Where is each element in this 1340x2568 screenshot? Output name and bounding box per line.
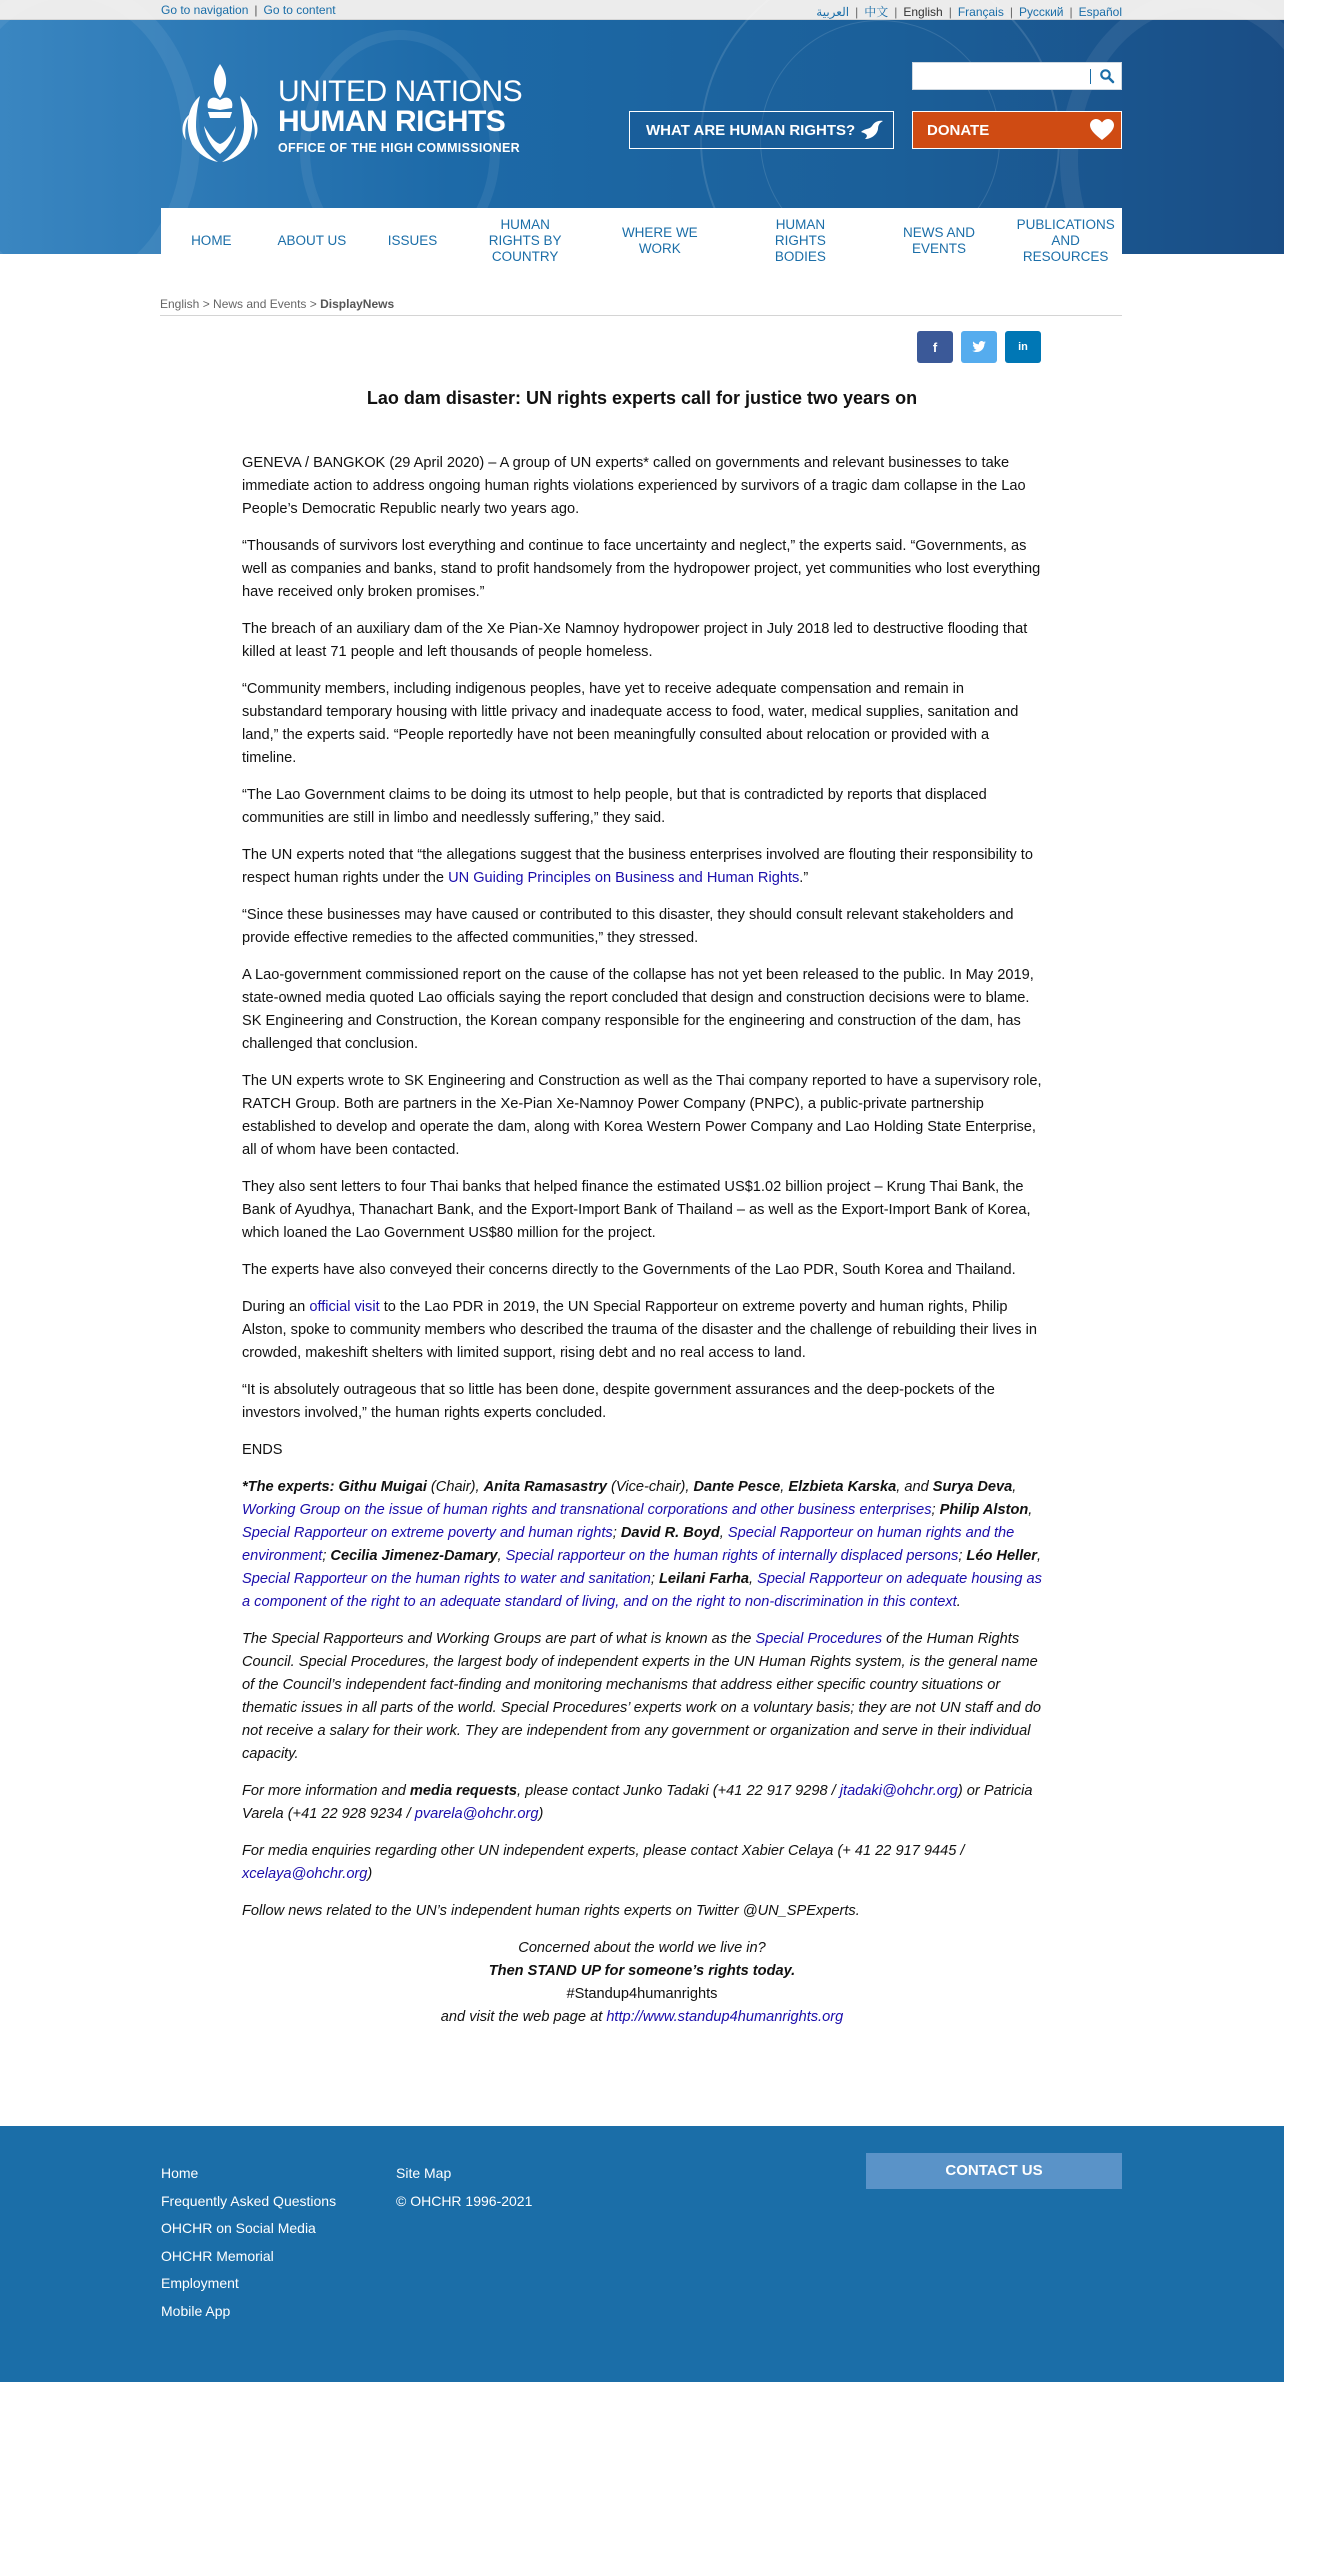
lang-russian[interactable]: Русский [1018,5,1064,19]
expert-name: Elzbieta Karska [788,1479,897,1495]
article-paragraph [242,844,1042,890]
footer-link-home[interactable]: Home [161,2165,199,2181]
sr-extreme-poverty-link[interactable]: Special Rapporteur on extreme poverty and human rights [242,1525,613,1541]
footer-links-col1 [161,2160,336,2325]
article-paragraph: The breach of an auxiliary dam of the Xe Pian-Xe Namnoy hydropower project in July 2018 led to destructive flooding that killed at least 71 people and left thousands of people homeless. [242,621,1028,660]
expert-name: Cecilia Jimenez-Damary [330,1548,498,1564]
text-span: During an [242,1299,310,1315]
text-span: ) [538,1806,544,1822]
text-span: ; [612,1525,621,1541]
search-input[interactable] [913,63,1083,89]
expert-name: Surya Deva [932,1479,1013,1495]
text-span: (Chair), [426,1479,484,1495]
wreath-decoration [1060,0,1340,330]
language-switcher: العربية | 中文 | English | Français | Русский | Español [816,5,1122,19]
text-span: For more information and [242,1783,410,1799]
donate-label: DONATE [927,122,990,139]
article-paragraph: A Lao-government commissioned report on the cause of the collapse has not yet been released to the public. In May 2019, state-owned media quoted Lao officials saying the report concluded that design and construction decisions were to blame. SK Engineering and Construction, the Korean company responsible for the engineering and construction of the dam, has challenged that conclusion. [242,967,1034,1052]
footer-link-mobile-app[interactable]: Mobile App [161,2302,231,2319]
ohchr-logo[interactable] [170,56,522,176]
contact-us-button[interactable]: CONTACT US [866,2153,1122,2189]
nav-about-us[interactable]: ABOUT US [277,233,347,248]
go-to-content-link[interactable]: Go to content [263,3,336,17]
text-span: , [780,1479,789,1495]
nav-publications-and-resources[interactable]: PUBLICATIONS AND RESOURCES [1016,217,1115,264]
article-paragraph: GENEVA / BANGKOK (29 April 2020) – A group of UN experts* called on governments and relevant businesses to take immediate action to address ongoing human rights violations experienced by survivors of a tragic dam collapse in the Lao People’s Democratic Republic nearly two years ago. [242,455,1026,517]
expert-name: Leilani Farha [658,1571,750,1587]
email-link-jtadaki[interactable]: jtadaki@ohchr.org [839,1783,958,1799]
main-navigation [161,208,1122,274]
text-span: of the Human Rights Council. Special Procedures, the largest body of independent experts in the UN Human Rights system, is the general name of the Council’s independent fact-finding and monitoring mechanisms that address either specific country situations or thematic issues in all parts of the world. Special Procedures’ experts work on a voluntary basis; they are not UN staff and do not receive a salary for their work. They are independent from any government or organization and serve in their individual capacity. [242,1631,1042,1762]
breadcrumb-current: DisplayNews [320,297,395,311]
site-footer [0,2126,1284,2382]
text-span: , [719,1525,728,1541]
logo-line2: HUMAN RIGHTS [278,105,506,138]
top-bar [0,0,1284,20]
expert-name: David R. Boyd [620,1525,720,1541]
text-span: The UN experts noted that “the allegations suggest that the business enterprises involved are flouting their responsibility to respect human rights under the [242,847,1033,886]
lang-french[interactable]: Français [957,5,1004,19]
footer-link-faq[interactable]: Frequently Asked Questions [161,2192,337,2209]
text-span: , [1036,1548,1042,1564]
email-link-pvarela[interactable]: pvarela@ohchr.org [414,1806,539,1822]
media-requests-label: media requests [409,1783,517,1799]
article-body [242,452,1042,2029]
standup-line [242,2006,1042,2029]
text-span: , and [896,1479,933,1495]
go-to-navigation-link[interactable]: Go to navigation [161,3,249,17]
text-span: to the Lao PDR in 2019, the UN Special Rapporteur on extreme poverty and human rights, Philip Alston, spoke to community members who described the trauma of the disaster and the challenge of rebuilding their lives in crowded, makeshift shelters with limited support, rising debt and no real access to land. [242,1299,1037,1361]
twitter-paragraph: Follow news related to the UN’s independent human rights experts on Twitter @UN_SPExperts. [242,1903,860,1919]
footer-link-memorial[interactable]: OHCHR Memorial [161,2247,274,2264]
nav-issues[interactable]: ISSUES [387,233,438,248]
sr-housing-link[interactable]: Special Rapporteur on adequate housing as a component of the right to an adequate standard of living, and on the right to non-discrimination in this context [242,1571,1042,1610]
sr-environment-link[interactable]: Special Rapporteur on human rights and the environment [242,1525,1015,1564]
expert-name: Philip Alston [939,1502,1029,1518]
linkedin-icon: in [1018,341,1028,353]
text-span: ; [322,1548,331,1564]
text-span: ; [650,1571,659,1587]
logo-text [278,77,522,155]
text-span: ) or Patricia Varela (+41 22 928 9234 / [242,1783,1033,1822]
lang-chinese[interactable]: 中文 [864,5,889,19]
ungp-link[interactable]: UN Guiding Principles on Business and Human Rights [448,870,800,886]
logo-line3: OFFICE OF THE HIGH COMMISSIONER [278,141,520,155]
expert-name: Dante Pesce [693,1479,781,1495]
breadcrumb-news-and-events[interactable]: News and Events [213,297,307,311]
nav-home[interactable]: HOME [191,233,232,248]
article-paragraph: They also sent letters to four Thai banks that helped finance the estimated US$1.02 billion project – Krung Thai Bank, the Bank of Ayudhya, Thanachart Bank, and the Export-Import Bank of Thailand – as well as the Export-Import Bank of Korea, which loaned the Lao Government US$80 million for the project. [242,1179,1031,1241]
breadcrumb-english[interactable]: English [160,297,200,311]
text-span: , [1012,1479,1017,1495]
article-title: Lao dam disaster: UN rights experts call for justice two years on [366,388,918,408]
footer-link-site-map[interactable]: Site Map [396,2165,452,2181]
twitter-icon [972,341,986,353]
article-paragraph: “Community members, including indigenous peoples, have yet to receive adequate compensation and remain in substandard temporary housing with little privacy and inadequate access to food, water, medical supplies, sanitation and land,” the experts said. “People reportedly have not been meaningfully consulted about relocation or provided with a timeline. [242,681,1019,766]
article-paragraph: The UN experts wrote to SK Engineering and Construction as well as the Thai company reported to have a supervisory role, RATCH Group. Both are partners in the Xe-Pian Xe-Namnoy Power Company (PNPC), a public-private partnership established to develop and operate the dam, along with Korea Western Power Company and Lao Holding State Enterprise, all of whom have been contacted. [242,1073,1042,1158]
special-procedures-link[interactable]: Special Procedures [755,1631,883,1647]
expert-name: Anita Ramasastry [483,1479,607,1495]
email-link-xcelaya[interactable]: xcelaya@ohchr.org [242,1866,368,1882]
text-span: . [956,1594,961,1610]
text-span: (Vice-chair), [606,1479,694,1495]
dove-icon [859,118,885,142]
what-are-human-rights-button[interactable] [629,111,894,149]
linkedin-share-button[interactable] [1005,331,1041,363]
text-span: , [1028,1502,1033,1518]
official-visit-link[interactable]: official visit [309,1299,380,1315]
heart-icon [1089,118,1115,142]
article-paragraph: “It is absolutely outrageous that so little has been done, despite government assurances and the deep-pockets of the investors involved,” the human rights experts concluded. [242,1382,995,1421]
experts-paragraph [242,1476,1042,1614]
text-span: .” [799,870,809,886]
special-procedures-paragraph [242,1628,1042,1766]
site-header [0,20,1284,264]
text-span: ) [367,1866,373,1882]
article-paragraph [242,1296,1042,1365]
nav-human-rights-bodies[interactable]: HUMAN RIGHTS BODIES [774,217,826,264]
footer-link-employment[interactable]: Employment [161,2275,239,2291]
experts-label: *The experts: Githu Muigai [242,1479,427,1495]
article-paragraph: “Thousands of survivors lost everything and continue to face uncertainty and neglect,” the experts said. “Governments, as well as companies and banks, stand to profit handsomely from the hydropower project, yet communities who lost everything have received only broken promises.” [242,538,1041,600]
copyright-text: © OHCHR 1996-2021 [396,2192,533,2209]
sr-idp-link[interactable]: Special rapporteur on the human rights of internally displaced persons [505,1548,959,1564]
donate-button[interactable] [912,111,1122,149]
logo-line1: UNITED NATIONS [278,75,523,108]
standup-website-link[interactable]: http://www.standup4humanrights.org [606,2009,844,2025]
search-icon[interactable] [1099,68,1115,84]
expert-name: Léo Heller [966,1548,1037,1564]
article-paragraph: “Since these businesses may have caused or contributed to this disaster, they should consult relevant stakeholders and provide effective remedies to the affected communities,” they stressed. [242,907,1014,946]
twitter-share-button[interactable] [961,331,997,363]
what-are-human-rights-label: WHAT ARE HUMAN RIGHTS? [646,122,856,139]
search-divider [1090,69,1091,84]
nav-where-we-work[interactable]: WHERE WE WORK [621,225,698,256]
text-span: , please contact Junko Tadaki (+41 22 917 9298 / [516,1783,840,1799]
facebook-icon: f [932,339,938,355]
sr-water-link[interactable]: Special Rapporteur on the human rights to water and sanitation [242,1571,651,1587]
flame-wreath-icon [170,56,270,176]
footer-link-social-media[interactable]: OHCHR on Social Media [161,2220,316,2236]
text-span: and visit the web page at [440,2009,607,2025]
text-span: ; [958,1548,967,1564]
text-span: , [497,1548,506,1564]
text-span: , [749,1571,758,1587]
standup-hashtag: #Standup4humanrights [566,1986,718,2002]
breadcrumb-divider [160,315,1122,316]
lang-english: English [903,5,943,19]
search-box [912,62,1122,90]
breadcrumb: English > News and Events > DisplayNews [160,297,395,311]
lang-arabic[interactable]: العربية [816,5,850,19]
standup-line: Then STAND UP for someone’s rights today. [488,1963,796,1979]
ends-marker: ENDS [242,1442,283,1458]
nav-news-and-events[interactable]: NEWS AND EVENTS [903,225,976,256]
article-paragraph: “The Lao Government claims to be doing its utmost to help people, but that is contradicted by reports that displaced communities are still in limbo and needlessly suffering,” they said. [242,787,987,826]
text-span: For media enquiries regarding other UN independent experts, please contact Xabier Celaya (+ 41 22 917 9445 / [242,1843,965,1859]
text-span: ; [931,1502,940,1518]
article-paragraph: The experts have also conveyed their concerns directly to the Governments of the Lao PDR, South Korea and Thailand. [242,1262,1016,1278]
nav-human-rights-by-country[interactable]: HUMAN RIGHTS BY COUNTRY [488,217,562,264]
skip-links: Go to navigation | Go to content [161,3,336,17]
working-group-link[interactable]: Working Group on the issue of human rights and transnational corporations and other business enterprises [242,1502,932,1518]
other-experts-contact-paragraph [242,1840,1042,1886]
text-span: The Special Rapporteurs and Working Groups are part of what is known as the [242,1631,756,1647]
standup-line: Concerned about the world we live in? [518,1940,766,1956]
footer-links-col2 [396,2160,532,2215]
lang-spanish[interactable]: Español [1078,5,1122,19]
media-contact-paragraph [242,1780,1042,1826]
facebook-share-button[interactable] [917,331,953,363]
